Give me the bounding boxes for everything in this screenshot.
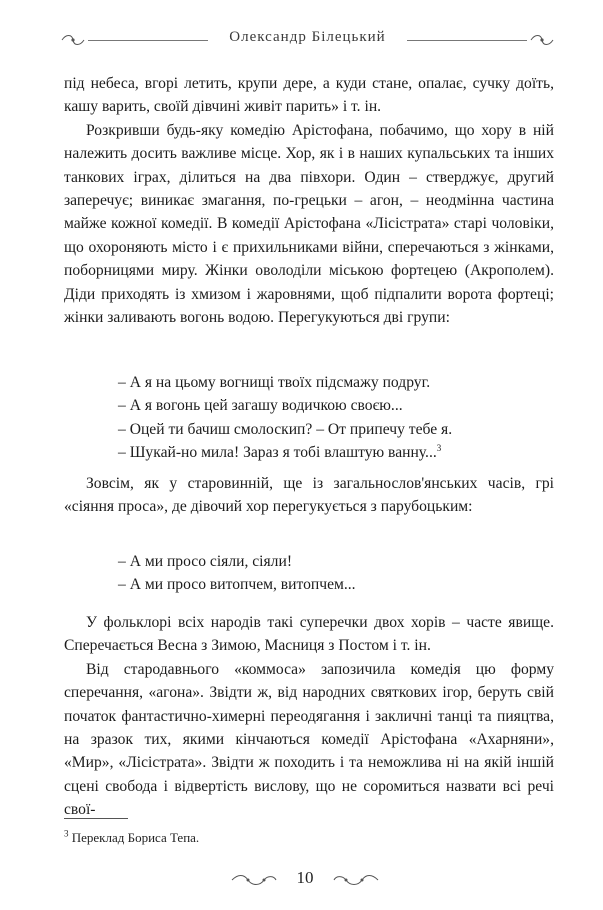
footnote-text: Переклад Бориса Тепа. [71, 830, 200, 845]
page-footer [230, 868, 380, 892]
running-header-title: Олександр Білецький [229, 29, 386, 45]
header-ornament-right-icon [529, 33, 555, 47]
paragraph-kommos-agon: Від стародавнього «коммоса» запозичила комедія цю форму сперечання, «агона». Звідти ж, від народних святкових ігор, беруть свій початок фантастично-химерні переодягання і закличні танці та пияцтва, на зразок тих, якими кінчаються комедії Арістофана «Ахарняни», «Мир», «Лісістрата». Звідти ж походить і та неможлива ні на якій іншій сцені свобода і відвертість вислову, що не соромиться назвати всі речі свої- [64, 660, 554, 819]
footnote-reference: 3 [436, 443, 442, 454]
page-number: 10 [296, 868, 314, 887]
verse-line: – А я вогонь цей загашу водичкою своєю... [118, 397, 403, 415]
footnote-separator [64, 818, 128, 819]
paragraph-folklore-disputes: У фольклорі всіх народів такі суперечки двох хорів – часте явище. Сперечається Весна з Зимою, Масниця з Постом і т. ін. [64, 614, 554, 655]
verse-quote-lysistrata [118, 371, 548, 465]
verse-line: – А ми просо витопчем, витопчем... [118, 576, 356, 594]
paragraph-continuation: під небеса, вгорі летить, крупи дере, а куди стане, опалає, сучку доїть, кашу варить, своїй дівчині живіт парить» і т. ін. [64, 75, 554, 116]
footer-ornament-right-icon [332, 872, 380, 888]
paragraph-millet-game: Зовсім, як у старовинній, ще із загальнослов'янських часів, грі «сіяння проса», де дівочий хор перегукується з парубоцьким: [64, 475, 554, 516]
paragraph-aristophanes-chorus: Розкривши будь-яку комедію Арістофана, побачимо, що хору в ній належить досить важливе місце. Хор, як і в наших купальських та інших танкових іграх, ділиться на два півхори. Один – стверджує, другий заперечує; виникає змагання, по-грецьки – агон, – неодмінна частина майже кожної комедії. В комедії Арістофана «Лісістрата» старі чоловіки, що охороняють місто і є прихильниками війни, сперечаються з жінками, поборницями миру. Жінки оволоділи міською фортецею (Акрополем). Діди приходять із хмизом і жаровнями, щоб підпалити ворота фортеці; жінки заливають вогонь водою. Перегукуються дві групи: [64, 121, 554, 327]
running-header [60, 22, 555, 52]
verse-line-last [118, 441, 548, 464]
verse-line-text: – Шукай-но мила! Зараз я тобі влаштую ванну... [118, 444, 437, 462]
verse-line: – А ми просо сіяли, сіяли! [118, 553, 293, 570]
footnote [64, 830, 199, 846]
verse-line: – Оцей ти бачиш смолоскип? – От припечу тебе я. [118, 420, 453, 438]
body-text-bottom [64, 611, 554, 822]
footnote-mark: 3 [64, 828, 69, 839]
verse-quote-millet [118, 550, 548, 597]
body-text-middle [64, 472, 554, 519]
verse-line: – А я на цьому вогнищі твоїх підсмажу подруг. [118, 374, 431, 391]
header-rule-right [407, 40, 527, 41]
body-text-top [64, 72, 554, 329]
